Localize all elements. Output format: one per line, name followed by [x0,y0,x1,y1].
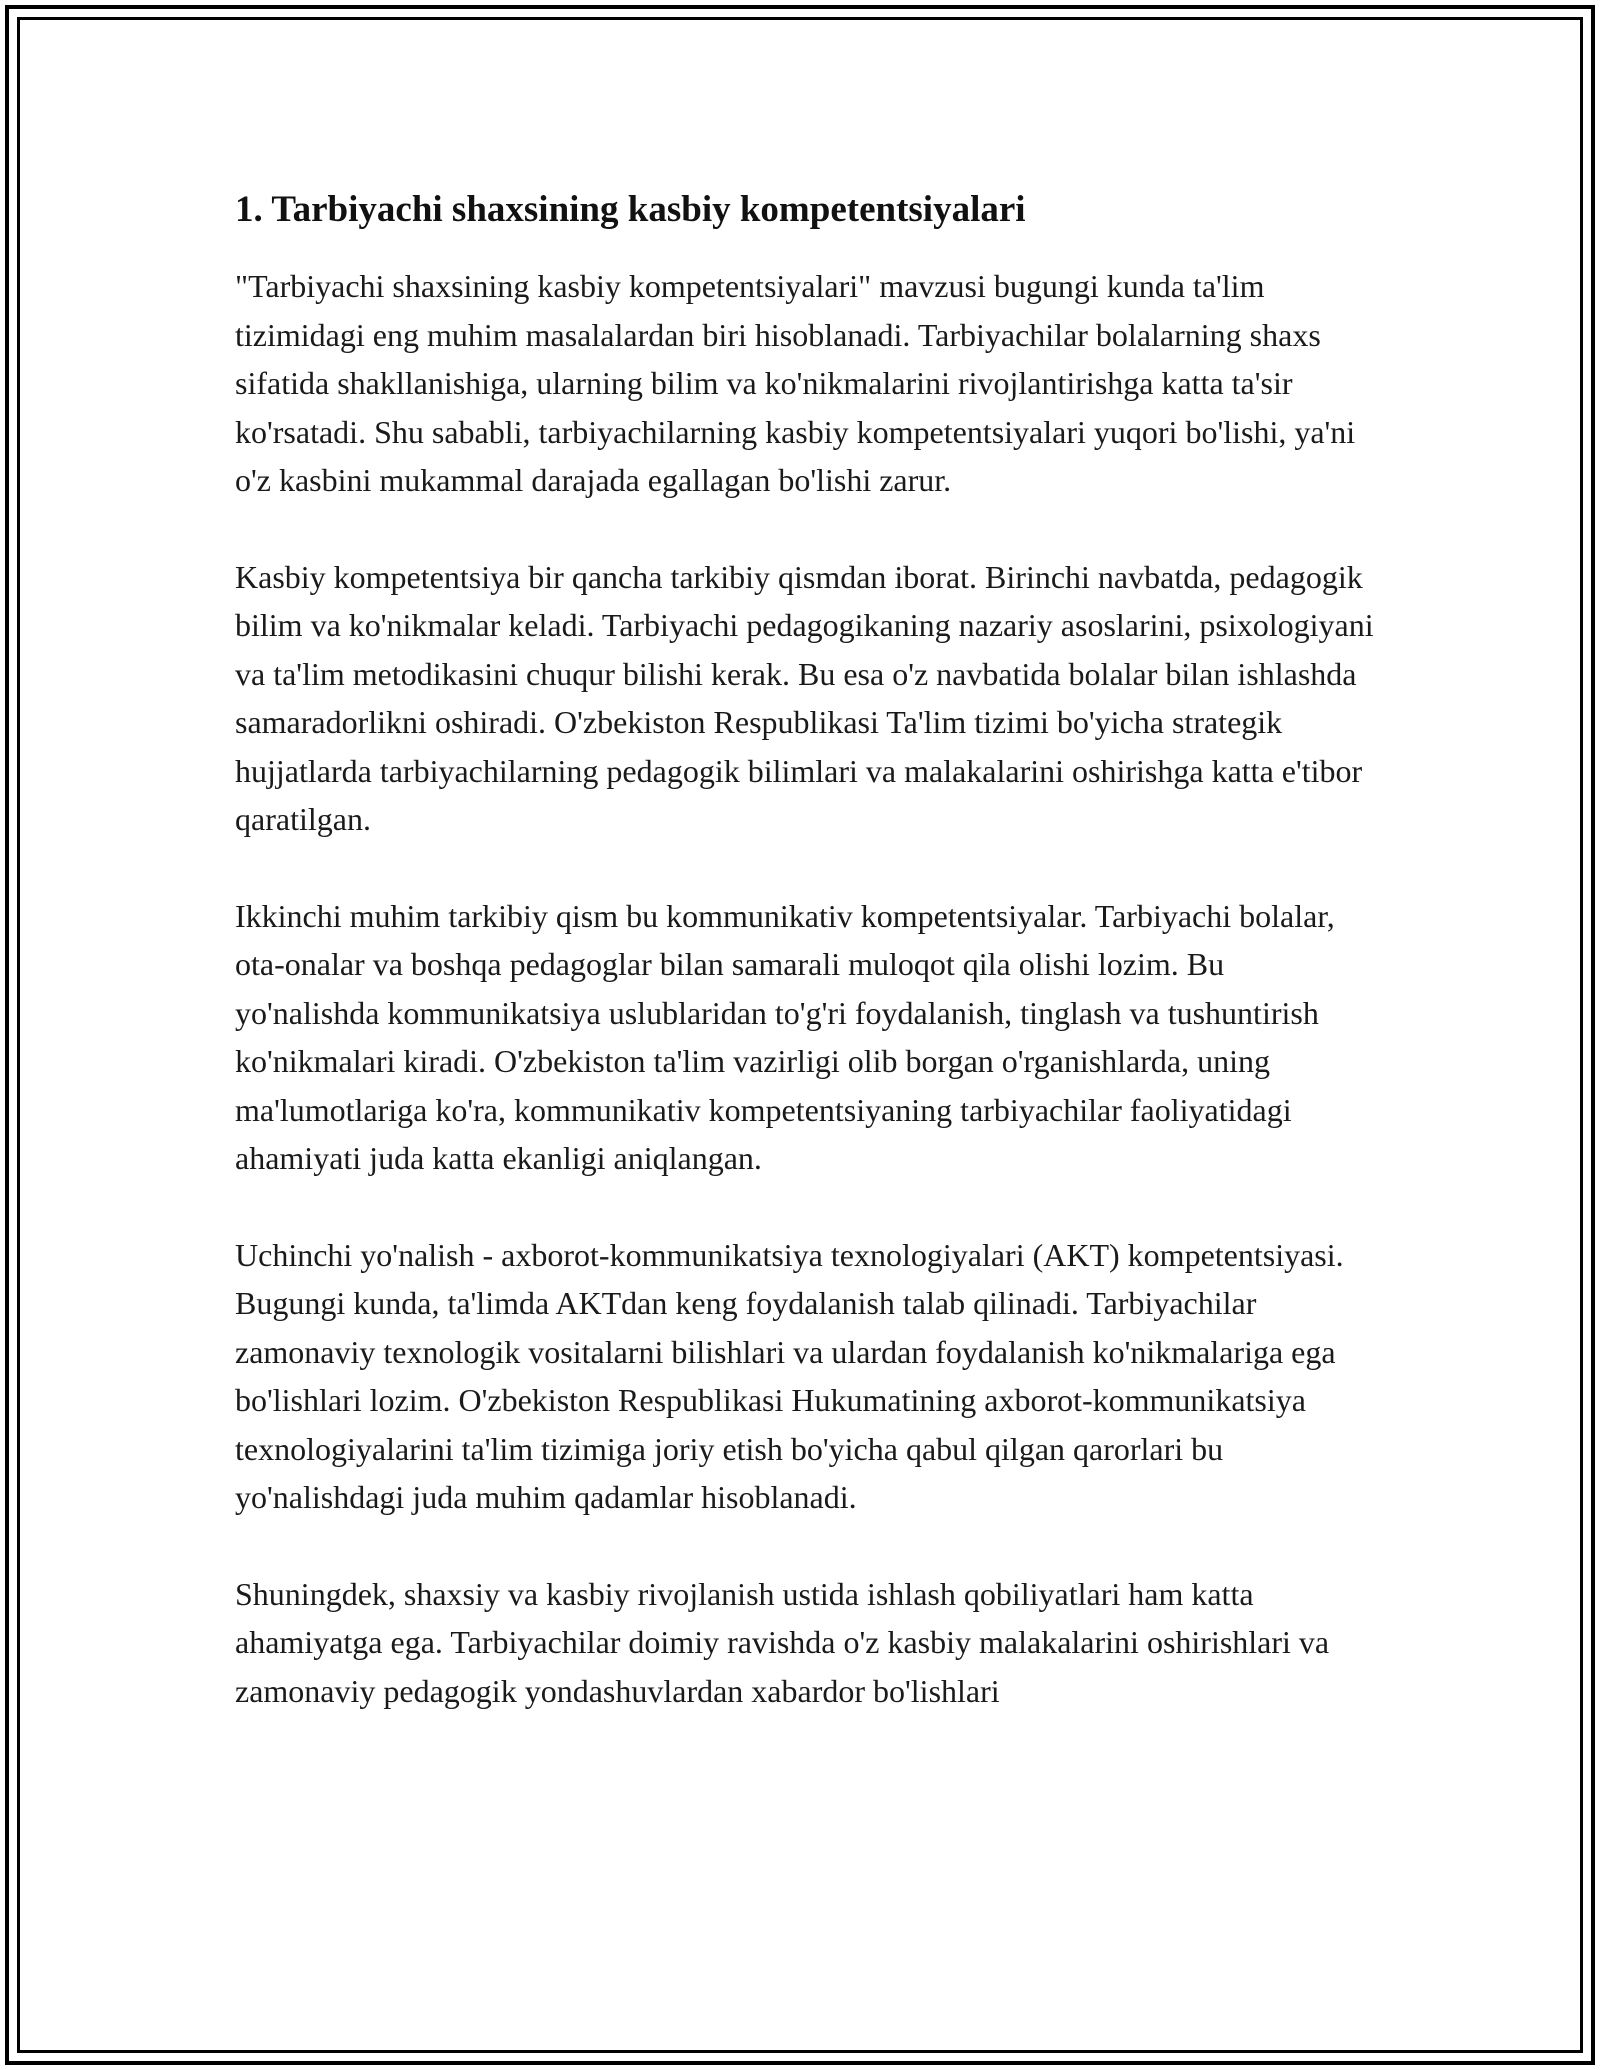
document-body [235,186,1375,1763]
section-heading: 1. Tarbiyachi shaxsining kasbiy kompetentsiyalari [235,189,1026,230]
paragraph-pedagogical-competence: Kasbiy kompetentsiya bir qancha tarkibiy qismdan iborat. Birinchi navbatda, pedagogik bilim va ko'nikmalar keladi. Tarbiyachi pedagogikaning nazariy asoslarini, psixologiyani va ta'lim metodikasini chuqur bilishi kerak. Bu esa o'z navbatida bolalar bilan ishlashda samaradorlikni oshiradi. O'zbekiston Respublikasi Ta'lim tizimi bo'yicha strategik hujjatlarda tarbiyachilarning pedagogik bilimlari va malakalarini oshirishga katta e'tibor qaratilgan. [235,558,1374,837]
paragraph-communicative-competence: Ikkinchi muhim tarkibiy qism bu kommunikativ kompetentsiyalar. Tarbiyachi bolalar, ota-onalar va boshqa pedagoglar bilan samarali muloqot qila olishi lozim. Bu yo'nalishda kommunikatsiya uslublaridan to'g'ri foydalanish, tinglash va tushuntirish ko'nikmalari kiradi. O'zbekiston ta'lim vazirligi olib borgan o'rganishlarda, uning ma'lumotlariga ko'ra, kommunikativ kompetentsiyaning tarbiyachilar faoliyatidagi ahamiyati juda katta ekanligi aniqlangan. [235,897,1335,1176]
paragraph-ict-competence: Uchinchi yo'nalish - axborot-kommunikatsiya texnologiyalari (AKT) kompetentsiyasi. Bugungi kunda, ta'limda AKTdan keng foydalanish talab qilinadi. Tarbiyachilar zamonaviy texnologik vositalarni bilishlari va ulardan foydalanish ko'nikmalariga ega bo'lishlari lozim. O'zbekiston Respublikasi Hukumatining axborot-kommunikatsiya texnologiyalarini ta'lim tizimiga joriy etish bo'yicha qabul qilgan qarorlari bu yo'nalishdagi juda muhim qadamlar hisoblanadi. [235,1236,1344,1515]
paragraph-personal-development: Shuningdek, shaxsiy va kasbiy rivojlanish ustida ishlash qobiliyatlari ham katta ahamiyatga ega. Tarbiyachilar doimiy ravishda o'z kasbiy malakalarini oshirishlari va zamonaviy pedagogik yondashuvlardan xabardor bo'lishlari [235,1575,1330,1709]
paragraph-intro: "Tarbiyachi shaxsining kasbiy kompetentsiyalari" mavzusi bugungi kunda ta'lim tizimidagi eng muhim masalalardan biri hisoblanadi. Tarbiyachilar bolalarning shaxs sifatida shakllanishiga, ularning bilim va ko'nikmalarini rivojlantirishga katta ta'sir ko'rsatadi. Shu sababli, tarbiyachilarning kasbiy kompetentsiyalari yuqori bo'lishi, ya'ni o'z kasbini mukammal darajada egallagan bo'lishi zarur. [235,268,1356,498]
